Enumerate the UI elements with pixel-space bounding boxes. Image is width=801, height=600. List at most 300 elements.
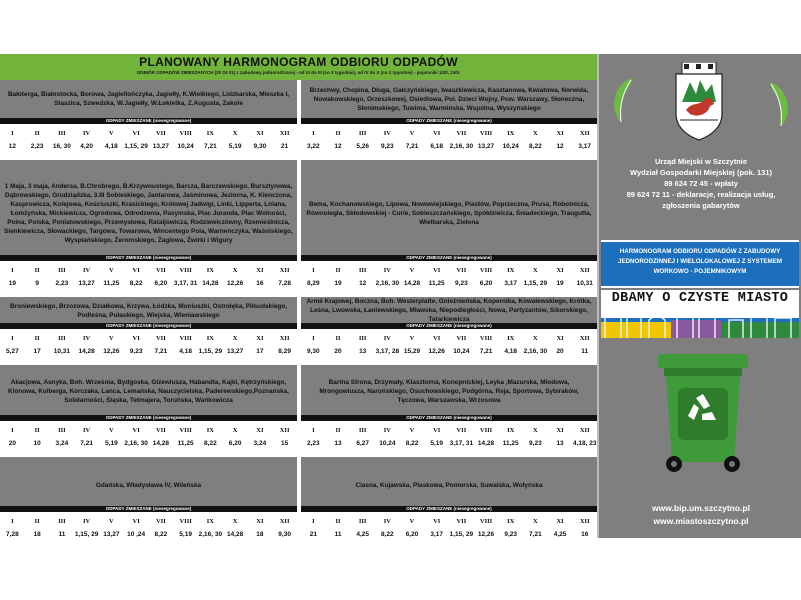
month-cell [548, 261, 573, 297]
month-cell [198, 512, 223, 548]
month-cell [223, 421, 248, 457]
month-label: VII [456, 267, 467, 274]
month-label: II [34, 427, 40, 434]
pickup-days: 5,19 [105, 440, 118, 447]
month-label: I [11, 427, 14, 434]
harmonogram-info-box: HARMONOGRAM ODBIORU ODPADÓW Z ZABUDOWY JEDNORODZINNEJ I WIELOLOKALOWEJ Z SYSTEMEM WORKOWO - POJEMNIKOWYM [601, 240, 799, 288]
month-label: III [358, 267, 367, 274]
month-label: XII [579, 427, 590, 434]
pickup-days: 11,25 [428, 280, 445, 287]
month-cell [400, 329, 425, 365]
month-label: IX [206, 335, 214, 342]
month-label: XII [579, 130, 590, 137]
pickup-days: 3,22 [307, 143, 320, 150]
month-cell [301, 512, 326, 548]
month-label: VIII [179, 130, 192, 137]
pickup-days: 7,21 [529, 531, 542, 538]
pickup-days: 7,21 [154, 348, 168, 355]
month-label: I [312, 427, 315, 434]
month-label: V [409, 267, 415, 274]
month-label: X [232, 130, 238, 137]
month-label: V [109, 267, 114, 274]
month-label: X [533, 267, 538, 274]
month-cell [124, 421, 149, 457]
pickup-days: 16 [256, 280, 264, 287]
pickup-days: 20 [8, 440, 16, 447]
month-cell [375, 329, 400, 365]
pickup-days: 6,18 [430, 143, 444, 150]
pickup-days: 14,28 [78, 348, 95, 355]
month-label: V [409, 130, 415, 137]
pickup-days: 2,16, 30 [449, 143, 474, 150]
column-divider [297, 80, 301, 538]
month-cell [523, 124, 548, 160]
pickup-days: 6,20 [479, 280, 493, 287]
month-cell [25, 329, 50, 365]
pickup-dates-row [0, 261, 297, 297]
pickup-days: 12,26 [103, 348, 120, 355]
pickup-days: 6,20 [405, 531, 419, 538]
month-cell [124, 124, 149, 160]
pickup-days: 8,29 [278, 348, 291, 355]
pickup-days: 10 ,24 [127, 531, 146, 538]
leaf-icon [611, 76, 637, 124]
month-label: VI [433, 427, 441, 434]
pickup-days: 18 [33, 531, 41, 538]
pickup-days: 3,24 [55, 440, 69, 447]
month-label: VIII [179, 518, 192, 525]
month-label: X [533, 130, 538, 137]
pickup-days: 21 [281, 143, 289, 150]
pickup-days: 13 [334, 440, 342, 447]
month-label: IV [383, 335, 391, 342]
month-label: III [358, 335, 367, 342]
month-cell [350, 261, 375, 297]
month-label: VIII [479, 267, 493, 274]
month-label: III [358, 130, 367, 137]
month-cell [474, 261, 499, 297]
pickup-days: 19 [334, 280, 342, 287]
pickup-days: 9,23 [381, 143, 394, 150]
month-cell [424, 124, 449, 160]
month-label: IX [507, 335, 515, 342]
month-cell [25, 421, 50, 457]
month-cell [50, 124, 75, 160]
month-label: II [335, 130, 341, 137]
pickup-days: 4,18 [504, 348, 518, 355]
pickup-days: 3,17 [578, 143, 592, 150]
pickup-dates-row [0, 512, 297, 548]
pickup-days: 2,16, 30 [375, 280, 400, 287]
pickup-days: 3,17, 28 [375, 348, 400, 355]
month-label: III [58, 335, 66, 342]
month-label: VI [433, 130, 441, 137]
pickup-days: 5,26 [356, 143, 369, 150]
month-label: VIII [179, 335, 192, 342]
month-label: IV [383, 427, 391, 434]
month-cell [99, 329, 124, 365]
pickup-days: 13 [556, 440, 564, 447]
street-list: Bałoterga, Białostocka, Borowa, Jagiellończyka, Jagiełły, K.Wielkiego, Lidzbarska, Mieszka I, Staszica, Szwedzka, W.Jagiełły, W.Łokietka, Z.Augusta, Zakole [7, 91, 290, 107]
pickup-days: 4,18 [179, 348, 192, 355]
month-label: XII [579, 335, 590, 342]
link-bip[interactable]: www.bip.um.szczytno.pl [652, 503, 750, 513]
month-label: XII [279, 130, 290, 137]
month-cell [326, 512, 351, 548]
month-cell [301, 329, 326, 365]
month-cell [400, 512, 425, 548]
pickup-days: 8,22 [129, 280, 143, 287]
month-cell [173, 261, 198, 297]
month-label: V [109, 518, 114, 525]
month-label: VI [433, 518, 441, 525]
month-label: II [34, 267, 40, 274]
month-label: VIII [179, 267, 192, 274]
month-label: XII [579, 518, 590, 525]
month-cell [498, 261, 523, 297]
month-label: VIII [479, 335, 493, 342]
month-label: IV [383, 518, 391, 525]
month-cell [449, 512, 474, 548]
page-title: PLANOWANY HARMONOGRAM ODBIORU ODPADÓW [139, 55, 458, 69]
month-cell [74, 124, 99, 160]
month-label: XI [556, 130, 564, 137]
pickup-days: 7,28 [6, 531, 19, 538]
pickup-days: 7,21 [80, 440, 93, 447]
pickup-days: 9,23 [504, 531, 518, 538]
pickup-days: 3,17 [504, 280, 518, 287]
pickup-days: 9 [35, 280, 39, 287]
pickup-days: 8,22 [154, 531, 168, 538]
pickup-days: 21 [309, 531, 317, 538]
month-label: XII [579, 267, 590, 274]
month-label: VIII [179, 427, 192, 434]
month-cell [523, 261, 548, 297]
month-label: X [232, 267, 238, 274]
month-label: XI [256, 130, 264, 137]
month-cell [248, 512, 273, 548]
pickup-days: 11 [58, 531, 66, 538]
month-cell [498, 421, 523, 457]
month-cell [375, 261, 400, 297]
month-cell [173, 421, 198, 457]
waste-type-band: ODPADY ZMIESZANE (niesegregowane) [301, 255, 597, 261]
month-cell [0, 124, 25, 160]
month-cell [572, 512, 597, 548]
month-label: III [58, 267, 66, 274]
info-panel [597, 54, 801, 538]
month-cell [474, 421, 499, 457]
month-cell [99, 261, 124, 297]
pickup-days: 12,26 [428, 348, 445, 355]
month-cell [248, 261, 273, 297]
month-label: I [11, 518, 14, 525]
pickup-days: 19 [556, 280, 564, 287]
month-label: XI [256, 518, 264, 525]
month-label: X [232, 518, 238, 525]
pickup-dates-row [301, 261, 597, 297]
pickup-dates-row [0, 421, 297, 457]
month-label: V [409, 427, 415, 434]
slogan-text: DBAMY O CZYSTE MIASTO [611, 291, 789, 306]
pickup-days: 12 [334, 143, 342, 150]
pickup-days: 7,21 [405, 143, 419, 150]
month-cell [248, 421, 273, 457]
month-label: IX [507, 267, 515, 274]
month-label: X [533, 518, 538, 525]
pickup-days: 9,30 [307, 348, 320, 355]
month-label: I [312, 130, 315, 137]
pickup-days: 3,17, 31 [173, 280, 198, 287]
month-cell [149, 421, 174, 457]
month-label: IV [383, 267, 391, 274]
month-cell [198, 421, 223, 457]
month-label: IX [206, 267, 214, 274]
month-cell [173, 512, 198, 548]
month-cell [498, 329, 523, 365]
pickup-days: 12 [359, 280, 367, 287]
pickup-days: 10 [33, 440, 41, 447]
month-cell [350, 124, 375, 160]
month-label: I [11, 267, 14, 274]
pickup-dates-row [0, 329, 297, 365]
month-cell [0, 329, 25, 365]
month-cell [248, 124, 273, 160]
pickup-days: 9,30 [278, 531, 291, 538]
month-cell [523, 512, 548, 548]
pickup-days: 13 [359, 348, 367, 355]
month-label: XII [279, 267, 290, 274]
pickup-days: 13,27 [103, 531, 120, 538]
month-cell [424, 329, 449, 365]
month-cell [223, 124, 248, 160]
pickup-days: 13,27 [477, 143, 495, 150]
month-cell [449, 421, 474, 457]
street-list: Akacjowa, Asnyka, Boh. Września, Bydgoska, Gizewiusza, Habandta, Kajki, Kętrzyńskiego, Klonowa, Kolberga, Korczaka, Lanca, Lemańska, Nauczycielska, Paderewskiego,Poznańska, Solidarności, Śląska, Tetmajera, Toruńska, Wańkowicza [8, 378, 289, 404]
month-cell [301, 261, 326, 297]
month-cell [74, 329, 99, 365]
schedule-sheet [0, 54, 801, 538]
pickup-days: 14,28 [202, 280, 219, 287]
month-cell [400, 421, 425, 457]
schedule-table [0, 54, 597, 538]
pickup-days: 6,20 [154, 280, 168, 287]
month-cell [523, 329, 548, 365]
month-cell [548, 124, 573, 160]
office-phone-declarations: 89 624 72 11 - deklaracje, realizacja usług, [626, 190, 776, 199]
month-cell [375, 124, 400, 160]
pickup-days: 4,18 [105, 143, 118, 150]
month-cell [326, 421, 351, 457]
month-cell [272, 512, 297, 548]
month-cell [198, 261, 223, 297]
waste-type-band: ODPADY ZMIESZANE (niesegregowane) [0, 323, 297, 329]
pickup-days: 11,25 [177, 440, 194, 447]
month-cell [400, 261, 425, 297]
pickup-days: 15 [281, 440, 289, 447]
month-label: X [533, 335, 538, 342]
month-cell [149, 329, 174, 365]
street-list: Armii Krajowej, Boczna, Boh. Westerplatte, Gnieźnieńska, Kopernika, Kowalewskiego, Krótka, Leśna, Lwowska, Łaniewskiego, Mławska, Niepodległości, Nowa, Partyzantów, Sikorskiego, Tatarkiewicza [306, 298, 592, 323]
month-label: II [335, 267, 341, 274]
month-label: IV [83, 130, 91, 137]
pickup-days: 3,17 [430, 531, 444, 538]
month-cell [272, 124, 297, 160]
pickup-days: 6,20 [228, 440, 242, 447]
month-label: III [58, 130, 66, 137]
month-label: VII [155, 518, 166, 525]
link-city[interactable]: www.miastoszczytno.pl [653, 516, 749, 526]
pickup-days: 10,31 [576, 280, 593, 287]
pickup-days: 14,28 [152, 440, 170, 447]
pickup-days: 14,28 [403, 280, 421, 287]
office-bulky-waste: zgłoszenia gabarytów [662, 201, 740, 210]
month-label: II [335, 427, 341, 434]
pickup-days: 13,27 [78, 280, 95, 287]
month-label: X [533, 427, 538, 434]
pickup-days: 8,22 [204, 440, 217, 447]
month-cell [173, 124, 198, 160]
month-label: VII [456, 335, 467, 342]
month-cell [498, 512, 523, 548]
month-cell [375, 421, 400, 457]
month-cell [124, 512, 149, 548]
pickup-days: 4,25 [553, 531, 567, 538]
month-cell [449, 329, 474, 365]
pickup-days: 14,28 [477, 440, 495, 447]
pickup-days: 5,19 [179, 531, 192, 538]
month-cell [326, 124, 351, 160]
month-cell [74, 512, 99, 548]
month-label: VI [132, 335, 140, 342]
month-label: XI [556, 267, 564, 274]
office-name: Urząd Miejski w Szczytnie [654, 157, 748, 166]
month-label: VIII [479, 518, 493, 525]
month-label: VII [456, 427, 467, 434]
month-cell [301, 421, 326, 457]
month-cell [272, 329, 297, 365]
month-cell [198, 329, 223, 365]
waste-type-band: ODPADY ZMIESZANE (niesegregowane) [301, 415, 597, 421]
month-label: III [358, 427, 367, 434]
month-cell [350, 512, 375, 548]
month-label: VI [433, 335, 441, 342]
pickup-days: 5,19 [228, 143, 242, 150]
month-cell [474, 124, 499, 160]
pickup-dates-row [301, 421, 597, 457]
pickup-days: 16, 30 [52, 143, 71, 150]
month-cell [350, 329, 375, 365]
month-label: IX [507, 130, 515, 137]
month-label: I [11, 130, 14, 137]
pickup-days: 8,22 [381, 531, 394, 538]
month-label: IV [383, 130, 391, 137]
month-cell [50, 512, 75, 548]
month-label: VII [456, 130, 467, 137]
office-department: Wydział Gospodarki Miejskiej (pok. 131) [630, 168, 772, 177]
month-cell [572, 329, 597, 365]
pickup-days: 2,16, 30 [198, 531, 223, 538]
month-cell [400, 124, 425, 160]
waste-type-band: ODPADY ZMIESZANE (niesegregowane) [301, 323, 597, 329]
pickup-days: 3,17, 31 [449, 440, 474, 447]
month-cell [124, 261, 149, 297]
month-cell [0, 512, 25, 548]
month-label: VII [456, 518, 467, 525]
month-label: IX [507, 427, 515, 434]
month-cell [74, 421, 99, 457]
pickup-days: 8,29 [307, 280, 320, 287]
pickup-days: 14,28 [226, 531, 244, 538]
month-label: X [232, 427, 238, 434]
pickup-dates-row [301, 329, 597, 365]
month-label: I [312, 267, 315, 274]
month-cell [223, 261, 248, 297]
month-cell [0, 261, 25, 297]
page-subtitle: ODBIÓR ODPADÓW ZMIESZANYCH (20 03 01) z zabudowy jednorodzinnej - od XI do III (co 3 tygodnie), od IV do X (co 2 tygodnie) - pojemniki 120l, 240l. [136, 70, 461, 75]
waste-type-band: ODPADY ZMIESZANE (niesegregowane) [0, 506, 297, 512]
month-cell [326, 329, 351, 365]
month-label: XI [256, 267, 264, 274]
pickup-days: 12,26 [477, 531, 495, 538]
street-list: Gdańska, Władysława IV, Wileńska [95, 481, 202, 489]
month-label: X [232, 335, 238, 342]
month-label: III [358, 518, 367, 525]
pickup-days: 10,24 [453, 348, 470, 355]
month-label: VI [433, 267, 441, 274]
month-label: II [335, 518, 341, 525]
pickup-dates-row [0, 124, 297, 160]
pickup-days: 10,24 [379, 440, 396, 447]
city-skyline-icon [601, 308, 799, 338]
month-label: VIII [479, 427, 493, 434]
pickup-days: 12,26 [226, 280, 244, 287]
month-cell [74, 261, 99, 297]
pickup-days: 10,31 [53, 348, 71, 355]
month-cell [572, 261, 597, 297]
leaf-icon [765, 80, 791, 128]
street-list: Bema, Kochanowskiego, Lipowa, Nowowiejskiego, Piastów, Poprzeczna, Prusa, Robotnicza, Równoległa, Skłodowskiej - Curie, Sobieszczańskiego, Spółdzielcza, Śniadeckiego, Traugutta, Wielbarska, Zielona [306, 200, 592, 226]
month-cell [548, 329, 573, 365]
pickup-days: 15,29 [403, 348, 421, 355]
pickup-days: 9,23 [455, 280, 468, 287]
month-label: V [109, 427, 114, 434]
month-cell [548, 421, 573, 457]
office-contact [599, 156, 801, 211]
month-cell [449, 124, 474, 160]
month-cell [572, 124, 597, 160]
pickup-days: 1,15, 29 [523, 280, 548, 287]
pickup-dates-row [301, 512, 597, 548]
pickup-days: 12 [556, 143, 564, 150]
month-cell [99, 124, 124, 160]
month-cell [523, 421, 548, 457]
pickup-days: 13,27 [152, 143, 170, 150]
month-label: IV [83, 427, 91, 434]
pickup-days: 4,20 [80, 143, 93, 150]
pickup-days: 10,24 [177, 143, 194, 150]
pickup-days: 17 [33, 348, 41, 355]
pickup-days: 9,30 [253, 143, 267, 150]
website-links [599, 502, 801, 528]
month-cell [248, 329, 273, 365]
month-cell [50, 421, 75, 457]
month-label: VI [132, 427, 140, 434]
waste-type-band: ODPADY ZMIESZANE (niesegregowane) [0, 415, 297, 421]
month-cell [198, 124, 223, 160]
pickup-days: 8,22 [405, 440, 419, 447]
pickup-days: 6,27 [356, 440, 369, 447]
